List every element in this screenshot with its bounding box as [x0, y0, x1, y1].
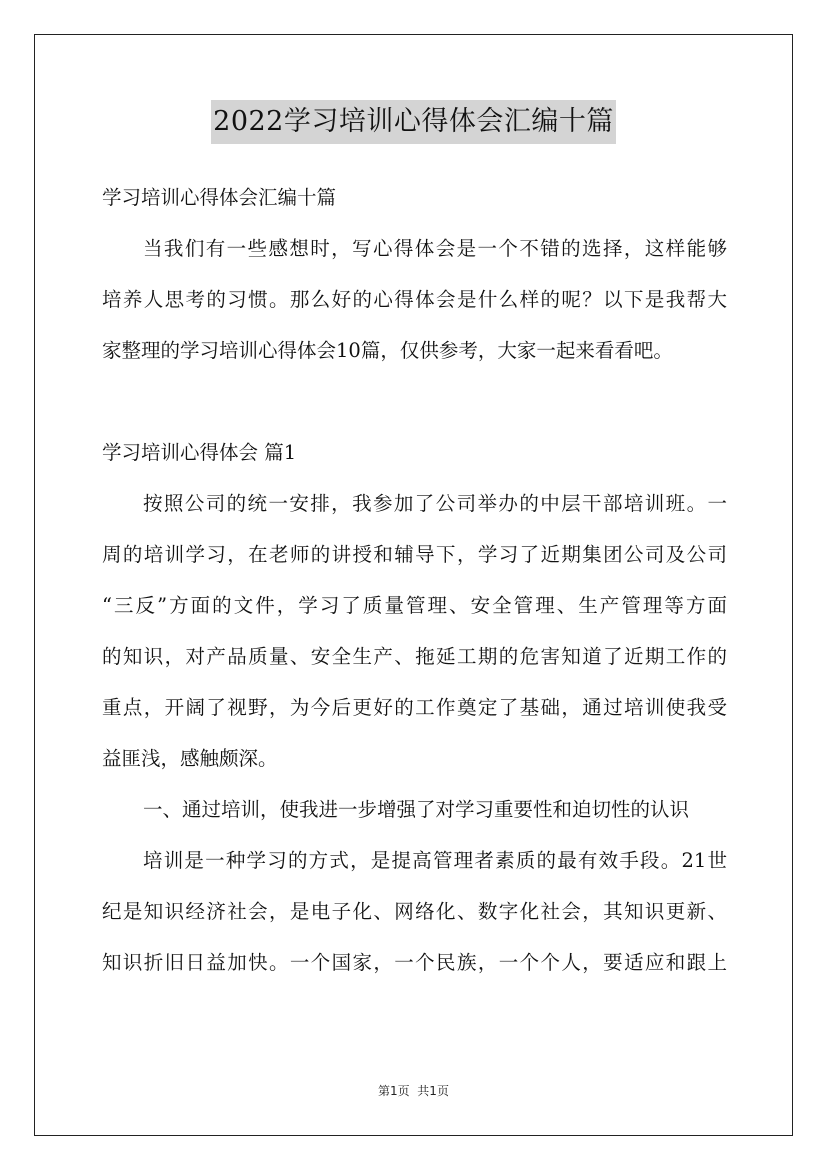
paragraph-line: 纪是知识经济社会，是电子化、网络化、数字化社会，其知识更新、 [102, 900, 727, 923]
paragraph-line: 的知识，对产品质量、安全生产、拖延工期的危害知道了近期工作的 [102, 645, 727, 668]
paragraph-line: 重点，开阔了视野，为今后更好的工作奠定了基础，通过培训使我受 [102, 696, 727, 719]
document-body [102, 172, 727, 988]
section-heading: 学习培训心得体会汇编十篇 [102, 186, 337, 209]
paragraph-line: 一、通过培训，使我进一步增强了对学习重要性和迫切性的认识 [143, 798, 690, 821]
paragraph-line: 培训是一种学习的方式，是提高管理者素质的最有效手段。21世 [143, 849, 727, 872]
blank-line [102, 376, 727, 427]
paragraph-line: 益匪浅，感触颇深。 [102, 747, 278, 770]
paragraph-line: 当我们有一些感想时，写心得体会是一个不错的选择，这样能够 [143, 237, 727, 260]
paragraph-line: 按照公司的统一安排，我参加了公司举办的中层干部培训班。一 [143, 492, 727, 515]
paragraph-line: 周的培训学习，在老师的讲授和辅导下，学习了近期集团公司及公司 [102, 543, 727, 566]
section-heading: 学习培训心得体会 篇1 [102, 441, 297, 464]
paragraph-line: “三反”方面的文件，学习了质量管理、安全管理、生产管理等方面 [102, 594, 727, 617]
page-footer: 第1页 共1页 [378, 1084, 449, 1098]
paragraph-line: 培养人思考的习惯。那么好的心得体会是什么样的呢？以下是我帮大 [102, 288, 727, 311]
paragraph-line: 家整理的学习培训心得体会10篇，仅供参考，大家一起来看看吧。 [102, 339, 673, 362]
paragraph-line: 知识折旧日益加快。一个国家，一个民族，一个个人，要适应和跟上 [102, 951, 727, 974]
document-title-wrapper [0, 100, 827, 144]
document-title: 2022学习培训心得体会汇编十篇 [211, 100, 616, 144]
